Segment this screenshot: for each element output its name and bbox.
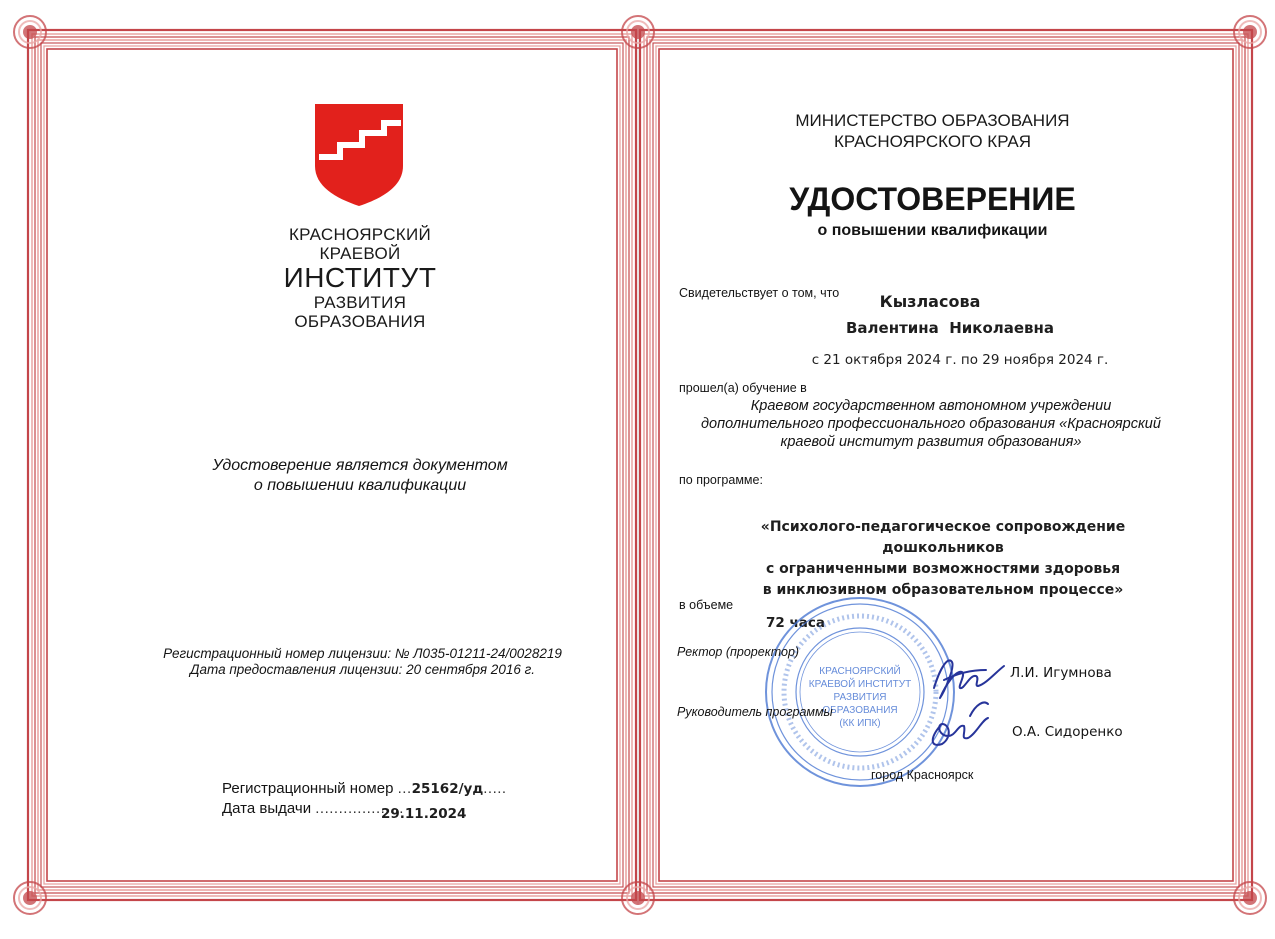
- document-title: УДОСТОВЕРЕНИЕ: [789, 181, 1076, 217]
- issue-date-value: 29.11.2024: [381, 806, 467, 822]
- statement-line1: Удостоверение является документом: [212, 457, 508, 474]
- volume-value: 72 часа: [766, 615, 825, 631]
- stamp-line1: КРАСНОЯРСКИЙ: [819, 666, 901, 677]
- institute-name-line4: РАЗВИТИЯ: [313, 293, 407, 312]
- corner-ornament-icon: [14, 882, 46, 914]
- program-head-label: Руководитель программы: [677, 705, 833, 719]
- organization-line1: Краевом государственном автономном учреждении: [750, 398, 1112, 414]
- rector-name: Л.И. Игумнова: [1010, 665, 1112, 681]
- stamp-line4: ОБРАЗОВАНИЯ: [822, 705, 898, 716]
- training-period: с 21 октября 2024 г. по 29 ноября 2024 г.: [811, 352, 1109, 368]
- organization-block: [676, 397, 1186, 451]
- issue-date-label: Дата выдачи: [222, 800, 312, 817]
- institute-name-line1: КРАСНОЯРСКИЙ: [288, 225, 432, 244]
- registration-number-row: Регистрационный номер ...25162/уд.....: [222, 780, 507, 797]
- ministry-line2: КРАСНОЯРСКОГО КРАЯ: [833, 132, 1032, 151]
- rector-label: Ректор (проректор): [677, 645, 800, 659]
- program-line2: с ограниченными возможностями здоровья: [765, 561, 1121, 577]
- license-date: Дата предоставления лицензии: 20 сентября 2016 г.: [189, 662, 536, 677]
- program-line3: в инклюзивном образовательном процессе»: [762, 582, 1124, 598]
- corner-ornament-icon: [1234, 882, 1266, 914]
- stamp-line3: РАЗВИТИЯ: [833, 692, 887, 703]
- organization-line2: дополнительного профессионального образования «Красноярский: [701, 416, 1161, 432]
- certifies-label: Свидетельствует о том, что: [679, 286, 840, 300]
- city-label: город Красноярск: [871, 768, 974, 782]
- document-subtitle: о повышении квалификации: [817, 222, 1048, 239]
- corner-ornament-icon: [14, 16, 46, 48]
- institute-name-line3: ИНСТИТУТ: [283, 262, 437, 293]
- holder-given-names: Валентина Николаевна: [845, 319, 1055, 337]
- volume-label: в объеме: [679, 598, 734, 612]
- issue-date-row: Дата выдачи ...................: [222, 800, 404, 817]
- stamp-line2: КРАЕВОЙ ИНСТИТУТ: [808, 679, 912, 690]
- handwritten-signatures: [900, 640, 1020, 760]
- institute-name-block: [240, 225, 480, 331]
- registration-number-value: 25162/уд: [411, 781, 484, 797]
- stamp-line5: (КК ИПК): [839, 718, 881, 729]
- license-number: Регистрационный номер лицензии: № Л035-01211-24/0028219: [163, 646, 562, 661]
- program-block: [703, 517, 1183, 601]
- corner-ornament-icon: [622, 16, 654, 48]
- holder-surname: Кызласова: [879, 292, 981, 311]
- kk-iro-shield-icon: [313, 102, 405, 208]
- program-line1: «Психолого-педагогическое сопровождение дошкольников: [760, 519, 1126, 556]
- statement-line2: о повышении квалификации: [253, 477, 467, 494]
- institute-name-line5: ОБРАЗОВАНИЯ: [294, 312, 426, 331]
- ministry-block: [760, 110, 1105, 152]
- program-label: по программе:: [679, 473, 763, 487]
- institute-name-line2: КРАЕВОЙ: [319, 244, 401, 263]
- program-head-name: О.А. Сидоренко: [1012, 724, 1123, 740]
- trained-label: прошел(а) обучение в: [679, 381, 807, 395]
- ministry-line1: МИНИСТЕРСТВО ОБРАЗОВАНИЯ: [795, 111, 1070, 130]
- corner-ornament-icon: [1234, 16, 1266, 48]
- license-block: [140, 646, 585, 678]
- organization-line3: краевой институт развития образования»: [780, 434, 1082, 450]
- statement-block: [160, 456, 560, 496]
- corner-ornament-icon: [622, 882, 654, 914]
- registration-number-label: Регистрационный номер: [222, 780, 394, 797]
